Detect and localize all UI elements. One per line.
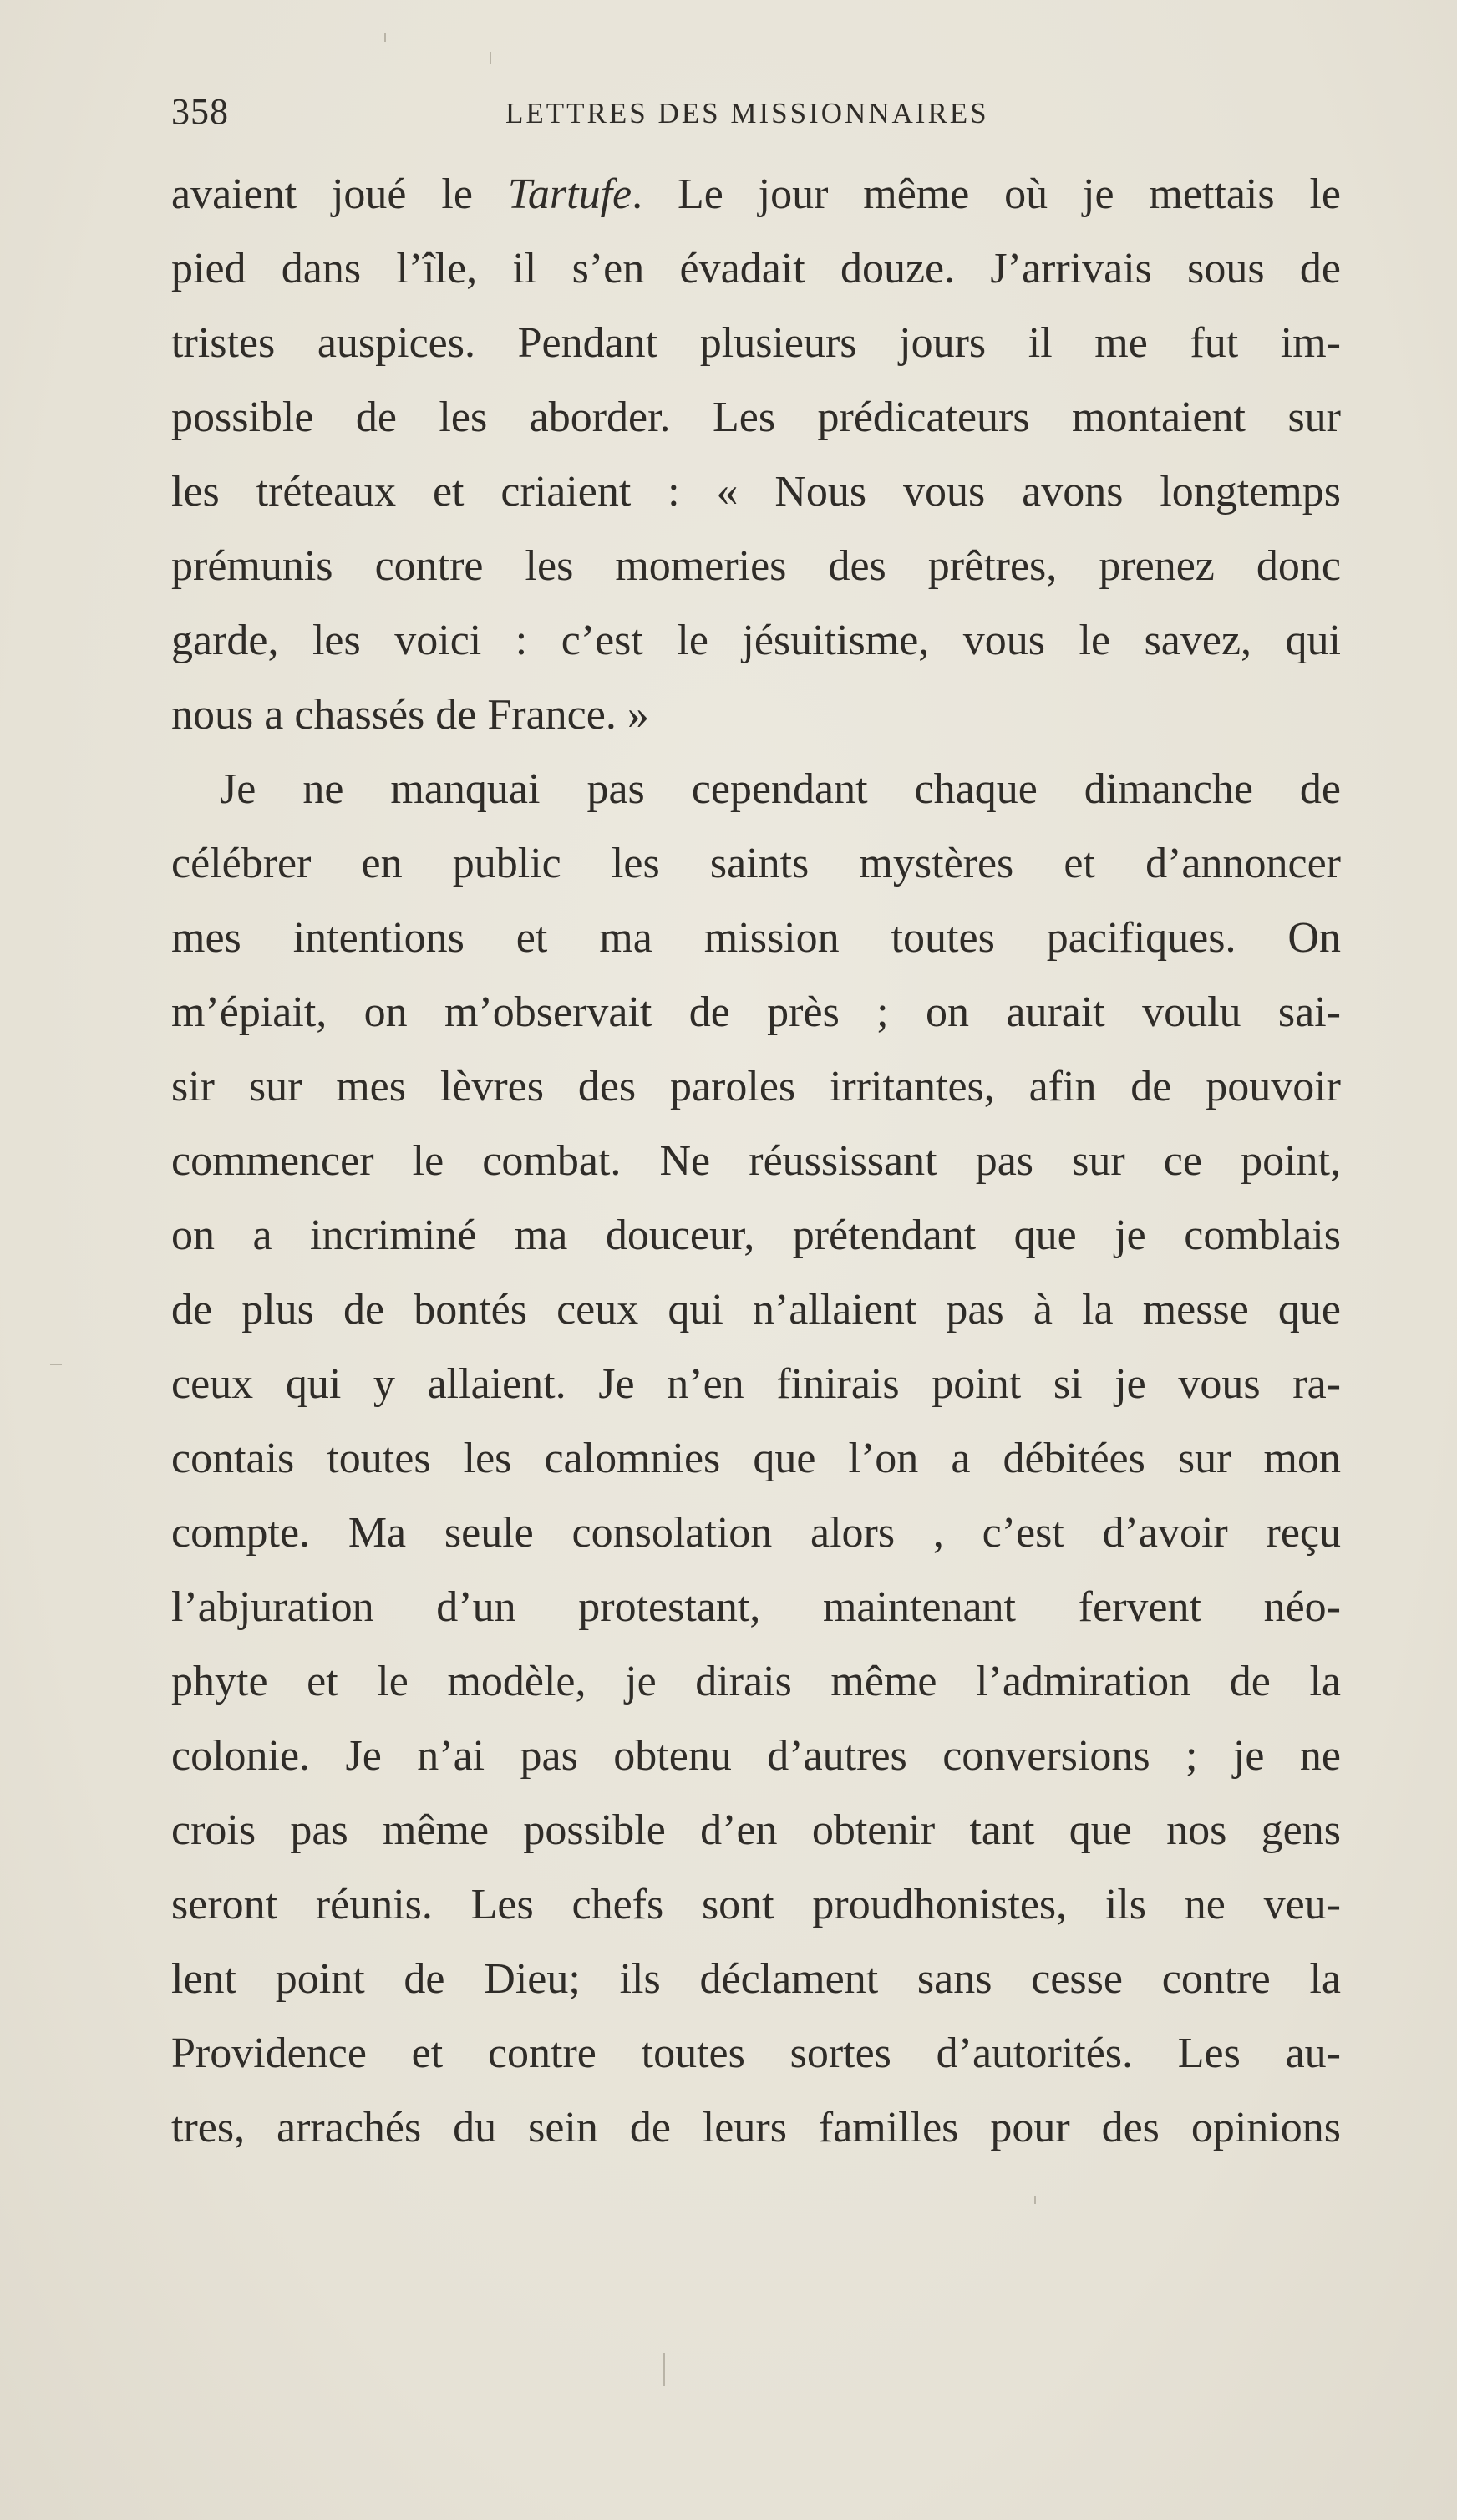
text-line: commencer le combat. Ne réussissant pas sur ce point,	[171, 1137, 1341, 1185]
paper-speck	[384, 33, 386, 42]
italic-title: Tartufe	[507, 170, 632, 218]
text-line: sir sur mes lèvres des paroles irritantes, afin de pouvoir	[171, 1063, 1341, 1110]
text-line: crois pas même possible d’en obtenir tant que nos gens	[171, 1806, 1341, 1854]
text-line: Providence et contre toutes sortes d’autorités. Les au-	[171, 2030, 1341, 2077]
paper-speck	[663, 2353, 665, 2386]
text-line: possible de les aborder. Les prédicateurs montaient sur	[171, 394, 1341, 441]
text-line: pied dans l’île, il s’en évadait douze. J’arrivais sous de	[171, 245, 1341, 292]
text-line: seront réunis. Les chefs sont proudhonistes, ils ne veu-	[171, 1881, 1341, 1928]
text-line: prémunis contre les momeries des prêtres, prenez donc	[171, 542, 1341, 590]
page-header	[171, 90, 1341, 140]
text-line: les tréteaux et criaient : « Nous vous avons longtemps	[171, 468, 1341, 516]
text-line: mes intentions et ma mission toutes pacifiques. On	[171, 914, 1341, 962]
paper-speck	[1034, 2196, 1036, 2204]
text-line: on a incriminé ma douceur, prétendant que je comblais	[171, 1212, 1341, 1259]
text-line: tristes auspices. Pendant plusieurs jours il me fut im-	[171, 319, 1341, 367]
text-line: compte. Ma seule consolation alors , c’est d’avoir reçu	[171, 1509, 1341, 1557]
paper-speck	[50, 1364, 62, 1365]
text-line: tres, arrachés du sein de leurs familles pour des opinions	[171, 2104, 1341, 2152]
page-number: 358	[171, 91, 229, 132]
paper-speck	[490, 52, 491, 64]
text-line: lent point de Dieu; ils déclament sans cesse contre la	[171, 1955, 1341, 2003]
text-line: avaient joué le Tartufe. Le jour même où je mettais le	[171, 170, 1341, 218]
text-line: colonie. Je n’ai pas obtenu d’autres conversions ; je ne	[171, 1732, 1341, 1780]
text-line: m’épiait, on m’observait de près ; on aurait voulu sai-	[171, 988, 1341, 1036]
text-line: nous a chassés de France. »	[171, 691, 649, 739]
text-line-paragraph-start: Je ne manquai pas cependant chaque dimanche de	[220, 765, 1341, 813]
text-line: l’abjuration d’un protestant, maintenant fervent néo-	[171, 1583, 1341, 1631]
text-line: célébrer en public les saints mystères et d’annoncer	[171, 840, 1341, 887]
text-line: contais toutes les calomnies que l’on a débitées sur mon	[171, 1435, 1341, 1482]
text-line: garde, les voici : c’est le jésuitisme, vous le savez, qui	[171, 617, 1341, 664]
running-title: LETTRES DES MISSIONNAIRES	[505, 97, 989, 130]
text-line: phyte et le modèle, je dirais même l’admiration de la	[171, 1658, 1341, 1705]
text-line: de plus de bontés ceux qui n’allaient pas à la messe que	[171, 1286, 1341, 1334]
body-text	[171, 157, 1341, 2165]
text-line: ceux qui y allaient. Je n’en finirais point si je vous ra-	[171, 1360, 1341, 1408]
